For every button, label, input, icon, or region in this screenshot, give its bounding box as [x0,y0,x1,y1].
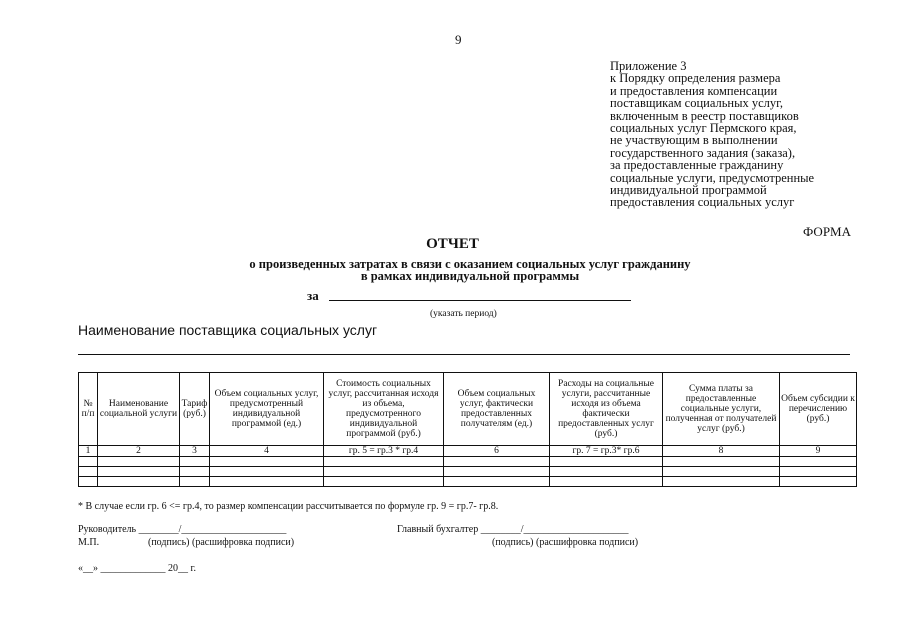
report-table [78,372,857,487]
page-number: 9 [455,32,462,47]
provider-label: Наименование поставщика социальных услуг [78,322,378,338]
period-prefix: за [307,288,319,303]
appendix-line: Приложение 3 [610,59,687,73]
appendix-line: предоставления социальных услуг [610,195,795,210]
date-line: «__» _____________ 20__ г. [78,563,196,574]
provider-field[interactable] [78,354,850,355]
accountant-signature-hint: (подпись) (расшифровка подписи) [492,537,639,548]
appendix-line: и предоставления компенсации [610,83,778,98]
appendix-line: поставщикам социальных услуг, [610,96,784,111]
appendix-header [610,60,814,209]
appendix-line: индивидуальной программой [610,183,767,198]
subtitle-line: о произведенных затратах в связи с оказанием социальных услуг гражданину [249,257,691,271]
table-cell[interactable] [550,457,663,467]
table-cell[interactable] [550,467,663,477]
table-cell[interactable] [444,457,550,467]
column-number: 2 [98,446,180,457]
column-number: гр. 7 = гр.3* гр.6 [550,446,663,457]
table-cell[interactable] [663,477,780,487]
form-label: ФОРМА [803,224,851,239]
table-cell[interactable] [98,467,180,477]
table-row [79,457,857,467]
column-number: 6 [444,446,550,457]
appendix-line: за предоставленные гражданину [610,158,784,173]
column-header: Тариф (руб.) [180,373,210,446]
footnote: * В случае если гр. 6 <= гр.4, то размер компенсации рассчитывается по формуле гр. 9 = гр.7- гр.8. [78,501,499,512]
table-cell[interactable] [210,467,324,477]
appendix-line: к Порядку определения размера [610,71,781,86]
column-number: 4 [210,446,324,457]
table-cell[interactable] [180,467,210,477]
table-cell[interactable] [780,457,857,467]
table-cell[interactable] [210,477,324,487]
director-signature: Руководитель ________/_____________________ [78,524,287,535]
table-cell[interactable] [444,477,550,487]
column-header: № п/п [79,373,98,446]
column-header: Объем социальных услуг, предусмотренный индивидуальной программой (ед.) [210,373,324,446]
column-header: Стоимость социальных услуг, рассчитанная исходя из объема, предусмотренного индивидуальной программой (руб.) [324,373,444,446]
table-cell[interactable] [780,467,857,477]
table-cell[interactable] [550,477,663,487]
table-cell[interactable] [210,457,324,467]
table-cell[interactable] [324,477,444,487]
table-cell[interactable] [79,457,98,467]
table-cell[interactable] [180,477,210,487]
subtitle-line: в рамках индивидуальной программы [360,269,580,283]
director-signature-hint: (подпись) (расшифровка подписи) [148,537,295,548]
appendix-line: социальных услуг Пермского края, [610,121,797,136]
column-number: 8 [663,446,780,457]
document-title: ОТЧЕТ [426,236,479,252]
column-number: 1 [79,446,98,457]
period-hint: (указать период) [430,309,497,319]
table-cell[interactable] [663,467,780,477]
appendix-line: включенным в реестр поставщиков [610,108,799,123]
accountant-signature: Главный бухгалтер ________/_____________________ [397,524,629,535]
column-header: Объем субсидии к перечислению (руб.) [780,373,857,446]
column-number: гр. 5 = гр.3 * гр.4 [324,446,444,457]
table-cell[interactable] [780,477,857,487]
column-number-row [79,446,857,457]
table-cell[interactable] [180,457,210,467]
period-field[interactable] [329,300,631,301]
table-cell[interactable] [79,477,98,487]
column-header: Объем социальных услуг, фактически предоставленных получателям (ед.) [444,373,550,446]
table-cell[interactable] [444,467,550,477]
appendix-line: государственного задания (заказа), [610,145,796,160]
column-header: Сумма платы за предоставленные социальные услуги, полученная от получателей услуг (руб.) [663,373,780,446]
document-subtitle [190,258,750,282]
table-cell[interactable] [98,477,180,487]
appendix-line: социальные услуги, предусмотренные [610,170,815,185]
table-cell[interactable] [98,457,180,467]
table-cell[interactable] [324,467,444,477]
table-cell[interactable] [663,457,780,467]
table-cell[interactable] [79,467,98,477]
column-header: Наименование социальной услуги [98,373,180,446]
appendix-line: не участвующим в выполнении [610,133,778,148]
table-row [79,467,857,477]
table-row [79,477,857,487]
table-cell[interactable] [324,457,444,467]
column-number: 9 [780,446,857,457]
table-header-row [79,373,857,446]
column-header: Расходы на социальные услуги, рассчитанные исходя из объема фактически предоставленных услуг (руб.) [550,373,663,446]
stamp-label: М.П. [78,537,100,548]
column-number: 3 [180,446,210,457]
